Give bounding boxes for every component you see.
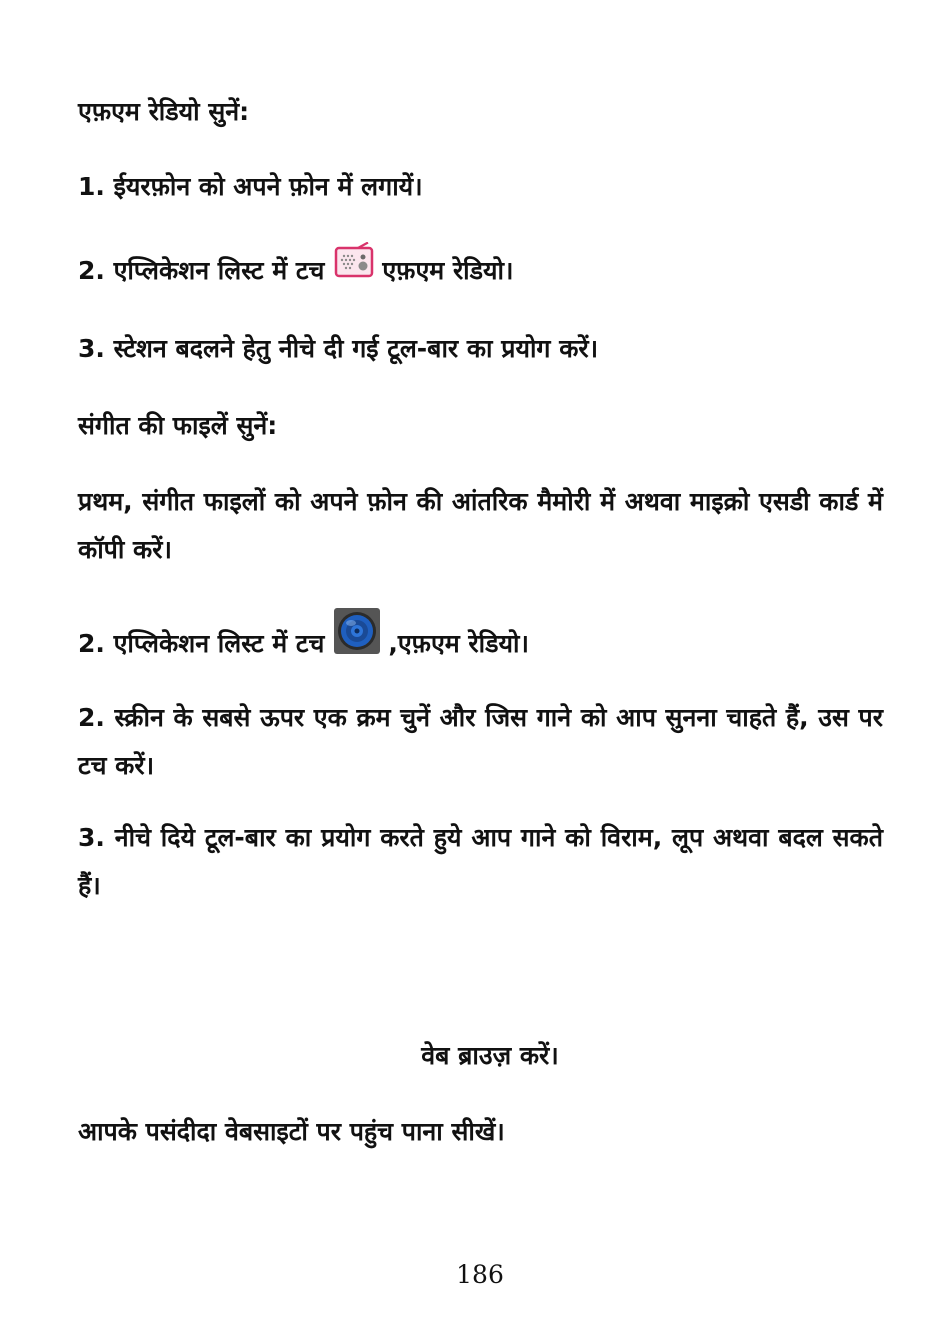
fm-radio-app-icon <box>334 246 374 298</box>
web-browse-intro: आपके पसंदीदा वेबसाइटों पर पहुंच पाना सीखें। <box>78 1117 505 1146</box>
music-step-3: 2. स्क्रीन के सबसे ऊपर एक क्रम चुनें और जिस गाने को आप सुनना चाहते हैं, उस पर टच करें। <box>78 703 883 780</box>
music-step-1: प्रथम, संगीत फाइलों को अपने फ़ोन की आंतरिक मैमोरी में अथवा माइक्रो एसडी कार्ड में कॉपी करें। <box>78 487 883 564</box>
fm-step-2 <box>78 246 883 298</box>
music-step-4: 3. नीचे दिये टूल-बार का प्रयोग करते हुये आप गाने को विराम, लूप अथवा बदल सकते हैं। <box>78 823 883 900</box>
fm-step-2-prefix: 2. एप्लिकेशन लिस्ट में टच <box>78 256 325 285</box>
music-speaker-app-icon <box>334 614 380 676</box>
fm-radio-heading: एफ़एम रेडियो सुनें: <box>78 97 250 126</box>
web-browse-heading: वेब ब्राउज़ करें। <box>421 1041 559 1070</box>
fm-step-1: 1. ईयरफ़ोन को अपने फ़ोन में लगायें। <box>78 172 423 201</box>
page-number: 186 <box>456 1260 504 1289</box>
music-step-2-prefix: 2. एप्लिकेशन लिस्ट में टच <box>78 629 325 658</box>
music-step-2-suffix: ,एफ़एम रेडियो। <box>388 629 529 658</box>
music-step-2 <box>78 614 883 676</box>
music-files-heading: संगीत की फाइलें सुनें: <box>78 411 278 440</box>
fm-step-3: 3. स्टेशन बदलने हेतु नीचे दी गई टूल-बार का प्रयोग करें। <box>78 334 599 363</box>
fm-step-2-suffix: एफ़एम रेडियो। <box>382 256 514 285</box>
